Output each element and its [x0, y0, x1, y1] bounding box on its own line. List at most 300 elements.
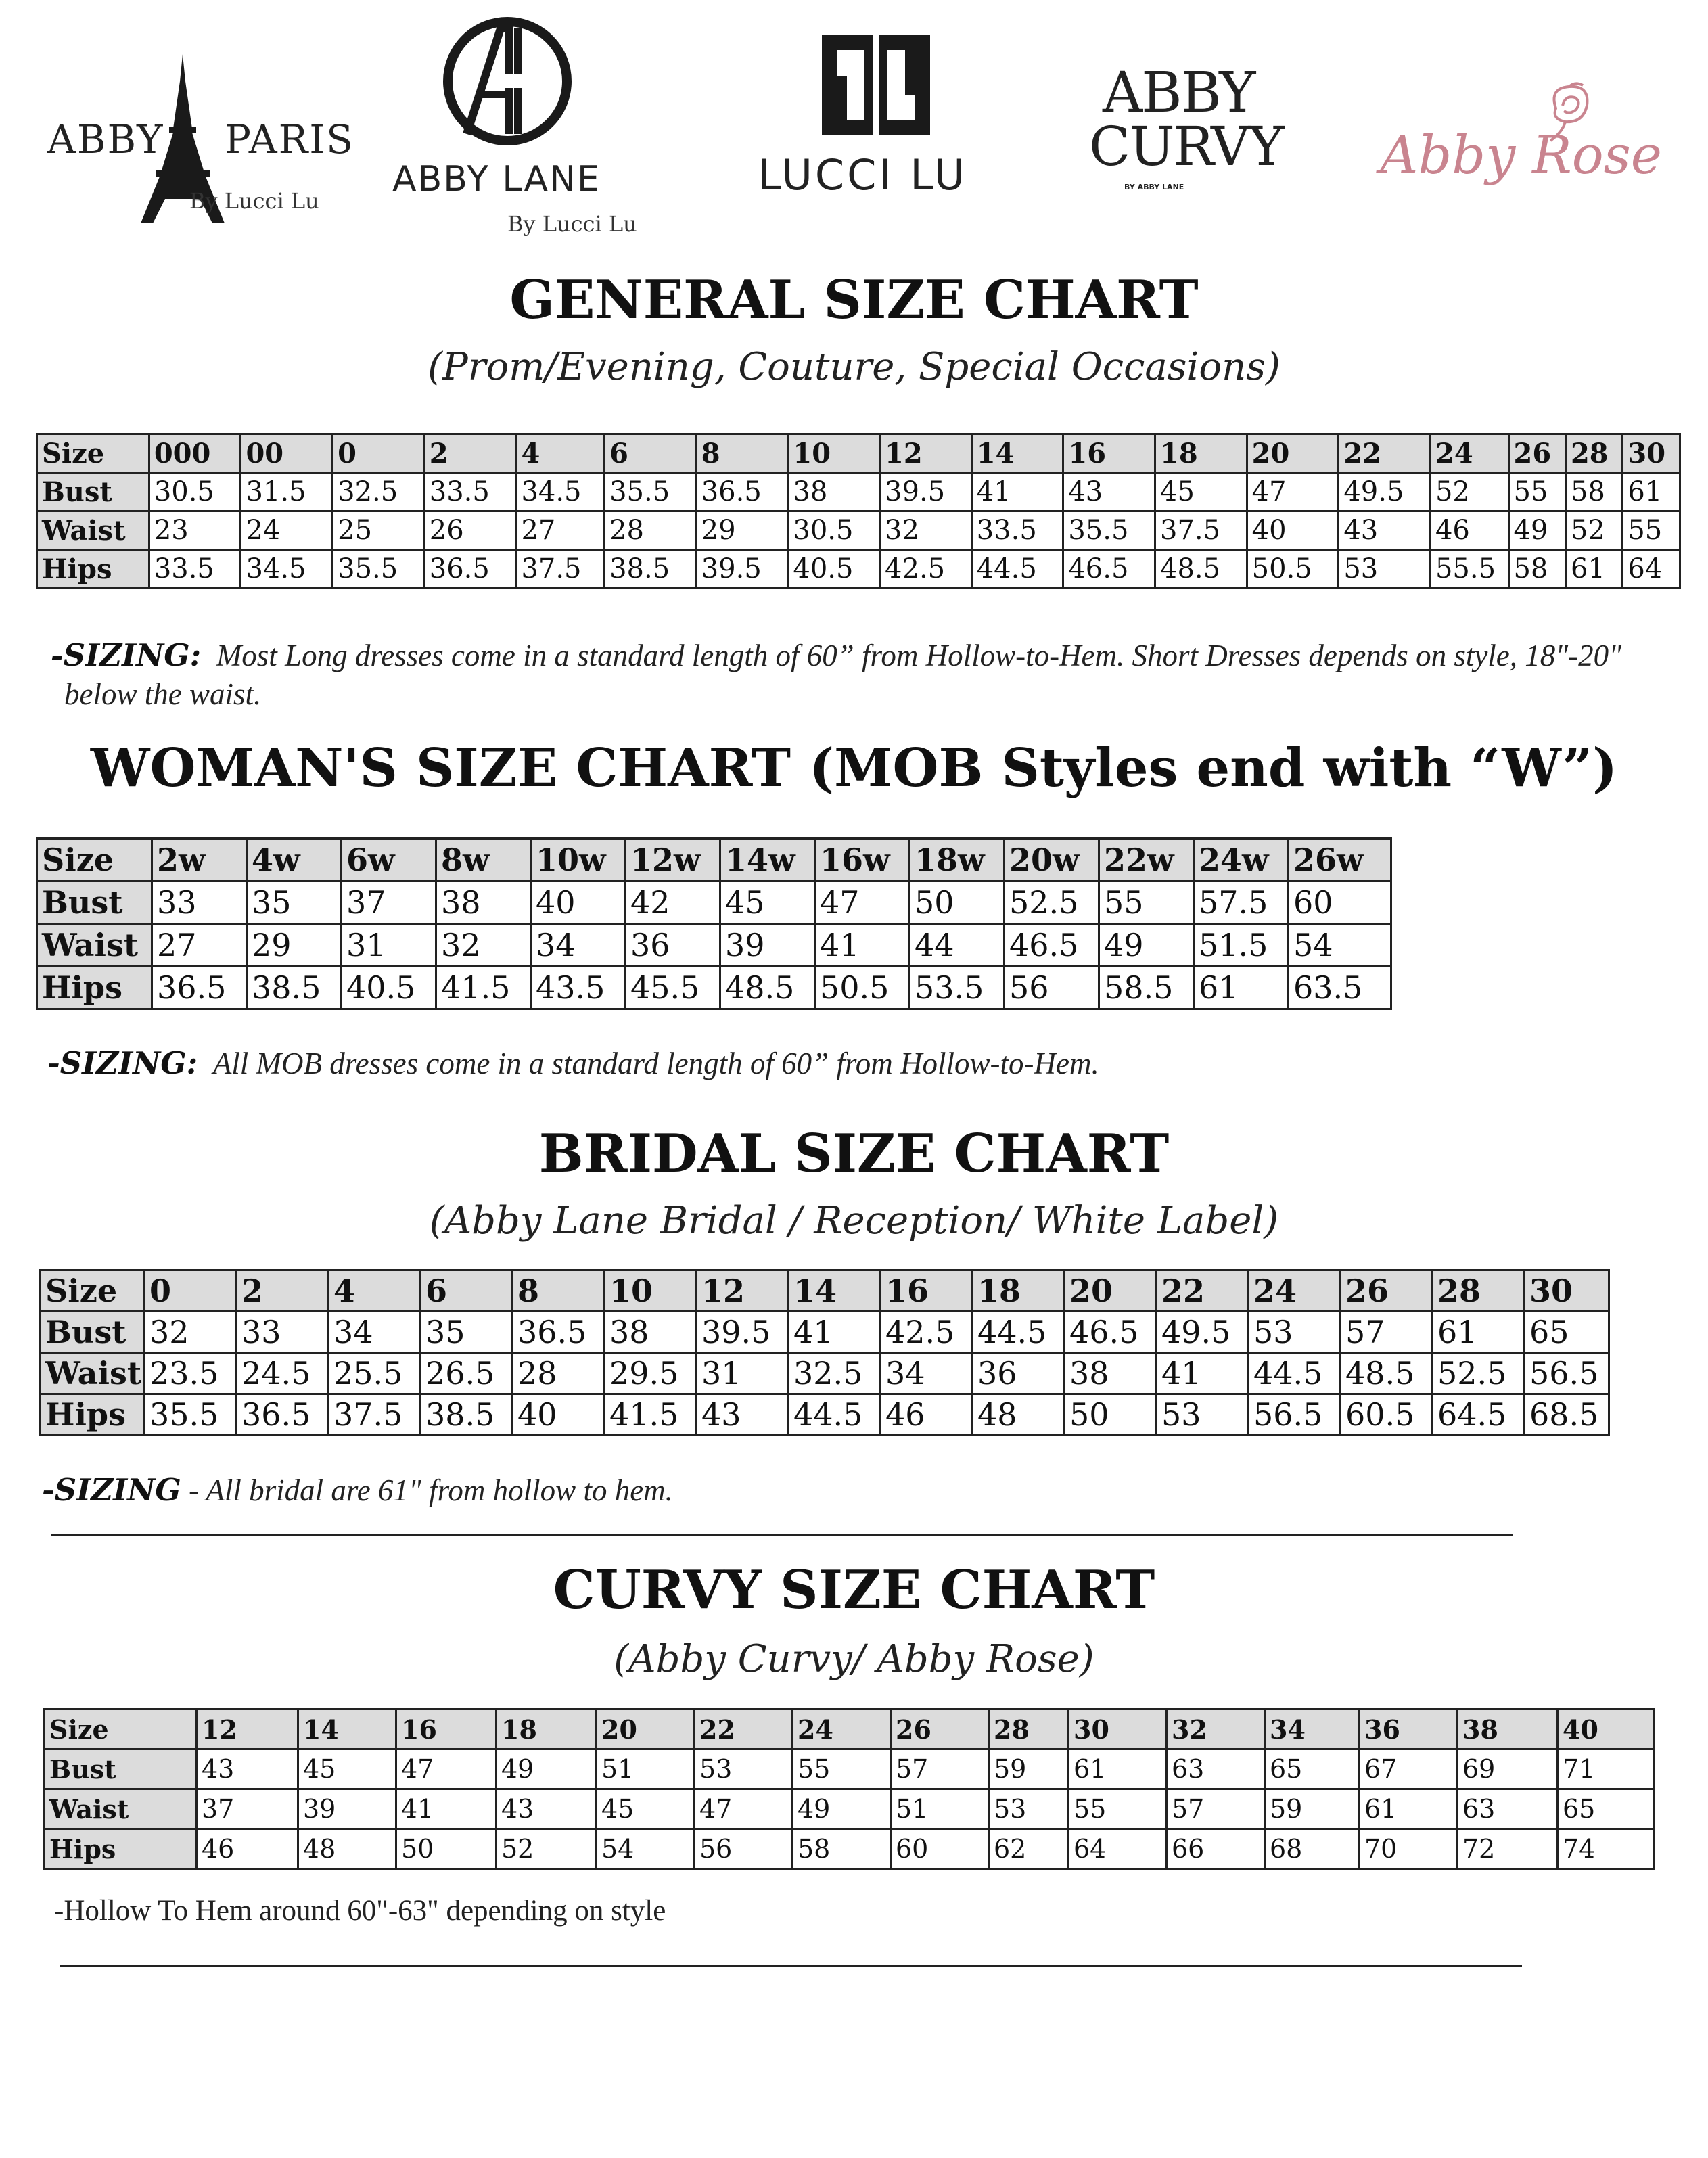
measurement-value-cell: 44.5 — [1249, 1353, 1341, 1394]
size-header-cell: 16 — [881, 1270, 973, 1312]
size-header-cell: 20 — [1247, 434, 1339, 473]
size-header-cell: 8 — [513, 1270, 605, 1312]
measurement-value-cell: 56 — [695, 1829, 793, 1869]
size-header-cell: 18 — [497, 1709, 597, 1749]
measurement-value-cell: 61 — [1433, 1312, 1525, 1353]
measurement-value-cell: 32 — [880, 511, 972, 550]
measurement-value-cell: 35.5 — [333, 550, 425, 589]
measurement-value-cell: 40.5 — [342, 967, 436, 1009]
measurement-value-cell: 43 — [197, 1749, 298, 1789]
measurement-value-cell: 33 — [152, 881, 247, 924]
measurement-value-cell: 46.5 — [1065, 1312, 1157, 1353]
measurement-value-cell: 55 — [793, 1749, 891, 1789]
measurement-value-cell: 55.5 — [1430, 550, 1508, 589]
table-row — [37, 924, 1391, 967]
measurement-value-cell: 49 — [1099, 924, 1194, 967]
measurement-value-cell: 63 — [1458, 1789, 1558, 1829]
bridal-sizing-note — [42, 1472, 673, 1508]
size-header-cell: 24 — [793, 1709, 891, 1749]
measurement-value-cell: 45 — [720, 881, 815, 924]
woman-sizing-text: All MOB dresses come in a standard length of 60” from Hollow-to-Hem. — [212, 1047, 1099, 1080]
measurement-value-cell: 32 — [436, 924, 531, 967]
measurement-value-cell: 58 — [1508, 550, 1565, 589]
table-header-row — [37, 434, 1680, 473]
measurement-value-cell: 44.5 — [789, 1394, 881, 1436]
measurement-value-cell: 51 — [891, 1789, 989, 1829]
measurement-value-cell: 38.5 — [605, 550, 697, 589]
measurement-value-cell: 38.5 — [421, 1394, 513, 1436]
measurement-value-cell: 65 — [1558, 1789, 1655, 1829]
measurement-value-cell: 52 — [1430, 473, 1508, 511]
size-header-cell: 20 — [1065, 1270, 1157, 1312]
size-header-cell: 22 — [1157, 1270, 1249, 1312]
curvy-hollow-to-hem-note: -Hollow To Hem around 60"-63" depending on style — [54, 1895, 666, 1927]
table-header-row — [41, 1270, 1609, 1312]
measurement-value-cell: 51 — [597, 1749, 695, 1789]
measurement-value-cell: 65 — [1265, 1749, 1360, 1789]
measurement-value-cell: 60 — [891, 1829, 989, 1869]
measurement-value-cell: 42.5 — [880, 550, 972, 589]
abby-rose-wordmark: Abby Rose — [1380, 125, 1662, 186]
measurement-value-cell: 44.5 — [973, 1312, 1065, 1353]
abby-curvy-line2: CURVY — [1089, 115, 1283, 178]
measurement-value-cell: 34.5 — [241, 550, 333, 589]
size-header-cell: 24w — [1194, 839, 1289, 881]
measurement-value-cell: 35.5 — [1063, 511, 1155, 550]
measurement-value-cell: 40 — [1247, 511, 1339, 550]
measurement-value-cell: 35 — [247, 881, 342, 924]
measurement-value-cell: 26 — [424, 511, 516, 550]
curvy-chart-subtitle: (Abby Curvy/ Abby Rose) — [614, 1637, 1094, 1681]
measurement-value-cell: 74 — [1558, 1829, 1655, 1869]
measurement-value-cell: 41 — [971, 473, 1063, 511]
abby-lane-wordmark: ABBY LANE — [392, 159, 601, 200]
measurement-value-cell: 48 — [298, 1829, 396, 1869]
size-header-cell: 26w — [1289, 839, 1391, 881]
measurement-value-cell: 27 — [516, 511, 605, 550]
size-header-cell: 22w — [1099, 839, 1194, 881]
measurement-value-cell: 46 — [197, 1829, 298, 1869]
measurement-value-cell: 43.5 — [531, 967, 626, 1009]
size-header-cell: 2w — [152, 839, 247, 881]
size-header-cell: 12w — [626, 839, 720, 881]
size-header-cell: 0 — [145, 1270, 237, 1312]
measurement-value-cell: 66 — [1167, 1829, 1265, 1869]
measurement-value-cell: 53 — [1339, 550, 1431, 589]
measurement-value-cell: 38 — [1065, 1353, 1157, 1394]
lucci-lu-square-icon — [758, 27, 1001, 149]
measurement-value-cell: 46 — [1430, 511, 1508, 550]
general-size-table — [36, 433, 1681, 589]
measurement-value-cell: 26.5 — [421, 1353, 513, 1394]
measurement-value-cell: 63.5 — [1289, 967, 1391, 1009]
abby-lane-logo — [392, 14, 637, 244]
measurement-value-cell: 50 — [396, 1829, 497, 1869]
table-row — [45, 1829, 1655, 1869]
measurement-value-cell: 39 — [720, 924, 815, 967]
measurement-value-cell: 28 — [513, 1353, 605, 1394]
size-header-cell: 26 — [1508, 434, 1565, 473]
measurement-value-cell: 57 — [1341, 1312, 1433, 1353]
measurement-value-cell: 47 — [695, 1789, 793, 1829]
measurement-value-cell: 48 — [973, 1394, 1065, 1436]
measurement-value-cell: 24.5 — [237, 1353, 329, 1394]
measurement-value-cell: 67 — [1360, 1749, 1458, 1789]
measurement-value-cell: 34 — [329, 1312, 421, 1353]
measurement-label-cell: Bust — [41, 1312, 145, 1353]
measurement-value-cell: 53 — [695, 1749, 793, 1789]
table-row — [41, 1312, 1609, 1353]
size-header-cell: 12 — [697, 1270, 789, 1312]
table-row — [37, 550, 1680, 589]
measurement-value-cell: 58.5 — [1099, 967, 1194, 1009]
measurement-value-cell: 53.5 — [910, 967, 1005, 1009]
measurement-label-cell: Hips — [45, 1829, 197, 1869]
measurement-value-cell: 46.5 — [1063, 550, 1155, 589]
size-header-cell: 8w — [436, 839, 531, 881]
size-header-cell: 24 — [1249, 1270, 1341, 1312]
measurement-value-cell: 34.5 — [516, 473, 605, 511]
header-label-cell: Size — [45, 1709, 197, 1749]
measurement-value-cell: 50 — [1065, 1394, 1157, 1436]
measurement-value-cell: 50.5 — [815, 967, 910, 1009]
divider-line — [60, 1965, 1522, 1967]
measurement-value-cell: 56.5 — [1525, 1353, 1609, 1394]
measurement-value-cell: 50 — [910, 881, 1005, 924]
general-sizing-note-cont: below the waist. — [64, 677, 262, 711]
measurement-value-cell: 38 — [436, 881, 531, 924]
measurement-value-cell: 54 — [1289, 924, 1391, 967]
measurement-value-cell: 35 — [421, 1312, 513, 1353]
measurement-value-cell: 58 — [1565, 473, 1622, 511]
abby-paris-right-word: PARIS — [225, 116, 354, 162]
size-header-cell: 24 — [1430, 434, 1508, 473]
woman-size-table — [36, 837, 1392, 1010]
table-row — [37, 967, 1391, 1009]
measurement-value-cell: 55 — [1508, 473, 1565, 511]
size-header-cell: 14 — [298, 1709, 396, 1749]
measurement-value-cell: 40.5 — [788, 550, 880, 589]
abby-rose-logo — [1380, 88, 1671, 196]
size-header-cell: 6w — [342, 839, 436, 881]
size-header-cell: 20w — [1005, 839, 1099, 881]
size-header-cell: 38 — [1458, 1709, 1558, 1749]
table-row — [37, 511, 1680, 550]
measurement-value-cell: 59 — [1265, 1789, 1360, 1829]
measurement-label-cell: Waist — [45, 1789, 197, 1829]
measurement-value-cell: 25 — [333, 511, 425, 550]
measurement-value-cell: 49 — [497, 1749, 597, 1789]
measurement-value-cell: 61 — [1360, 1789, 1458, 1829]
measurement-value-cell: 48.5 — [1155, 550, 1247, 589]
size-header-cell: 18 — [1155, 434, 1247, 473]
measurement-value-cell: 55 — [1069, 1789, 1167, 1829]
measurement-value-cell: 55 — [1623, 511, 1680, 550]
measurement-value-cell: 54 — [597, 1829, 695, 1869]
size-header-cell: 28 — [1433, 1270, 1525, 1312]
size-header-cell: 32 — [1167, 1709, 1265, 1749]
size-header-cell: 2 — [237, 1270, 329, 1312]
measurement-value-cell: 55 — [1099, 881, 1194, 924]
measurement-value-cell: 61 — [1565, 550, 1622, 589]
size-header-cell: 30 — [1069, 1709, 1167, 1749]
header-label-cell: Size — [37, 839, 152, 881]
measurement-value-cell: 47 — [1247, 473, 1339, 511]
measurement-value-cell: 37 — [197, 1789, 298, 1829]
bridal-sizing-text: - All bridal are 61" from hollow to hem. — [181, 1473, 673, 1507]
measurement-value-cell: 46.5 — [1005, 924, 1099, 967]
measurement-value-cell: 33.5 — [971, 511, 1063, 550]
size-header-cell: 6 — [605, 434, 697, 473]
measurement-value-cell: 36.5 — [237, 1394, 329, 1436]
table-header-row — [45, 1709, 1655, 1749]
lucci-lu-logo — [758, 27, 1001, 203]
abby-lane-byline: By Lucci Lu — [507, 211, 637, 237]
measurement-value-cell: 43 — [697, 1394, 789, 1436]
measurement-value-cell: 59 — [989, 1749, 1069, 1789]
bridal-chart-subtitle: (Abby Lane Bridal / Reception/ White Label) — [429, 1199, 1279, 1243]
measurement-value-cell: 69 — [1458, 1749, 1558, 1789]
size-header-cell: 16 — [396, 1709, 497, 1749]
table-row — [37, 473, 1680, 511]
measurement-value-cell: 44 — [910, 924, 1005, 967]
measurement-value-cell: 34 — [531, 924, 626, 967]
measurement-value-cell: 32.5 — [789, 1353, 881, 1394]
measurement-value-cell: 25.5 — [329, 1353, 421, 1394]
header-label-cell: Size — [37, 434, 149, 473]
measurement-value-cell: 37.5 — [329, 1394, 421, 1436]
measurement-value-cell: 29 — [696, 511, 788, 550]
measurement-value-cell: 27 — [152, 924, 247, 967]
size-header-cell: 4w — [247, 839, 342, 881]
measurement-value-cell: 56 — [1005, 967, 1099, 1009]
measurement-label-cell: Waist — [41, 1353, 145, 1394]
measurement-value-cell: 24 — [241, 511, 333, 550]
measurement-value-cell: 36.5 — [152, 967, 247, 1009]
size-header-cell: 18w — [910, 839, 1005, 881]
abby-curvy-logo — [1089, 61, 1292, 210]
general-chart-title: GENERAL SIZE CHART — [509, 269, 1199, 331]
measurement-label-cell: Bust — [37, 881, 152, 924]
abby-curvy-line1: ABBY — [1103, 61, 1255, 125]
size-header-cell: 8 — [696, 434, 788, 473]
measurement-value-cell: 30.5 — [788, 511, 880, 550]
measurement-label-cell: Bust — [37, 473, 149, 511]
size-header-cell: 10 — [605, 1270, 697, 1312]
measurement-value-cell: 49 — [793, 1789, 891, 1829]
measurement-value-cell: 45 — [597, 1789, 695, 1829]
bridal-sizing-label: -SIZING — [42, 1472, 181, 1508]
table-row — [41, 1394, 1609, 1436]
measurement-value-cell: 36.5 — [424, 550, 516, 589]
size-header-cell: 0 — [333, 434, 425, 473]
measurement-value-cell: 64.5 — [1433, 1394, 1525, 1436]
measurement-value-cell: 53 — [989, 1789, 1069, 1829]
measurement-value-cell: 41.5 — [436, 967, 531, 1009]
measurement-value-cell: 57.5 — [1194, 881, 1289, 924]
measurement-value-cell: 68 — [1265, 1829, 1360, 1869]
al-monogram-icon — [392, 14, 622, 162]
measurement-value-cell: 52.5 — [1005, 881, 1099, 924]
measurement-value-cell: 39.5 — [696, 550, 788, 589]
measurement-value-cell: 61 — [1623, 473, 1680, 511]
measurement-value-cell: 40 — [531, 881, 626, 924]
curvy-chart-title: CURVY SIZE CHART — [553, 1559, 1155, 1621]
measurement-value-cell: 33.5 — [424, 473, 516, 511]
measurement-value-cell: 40 — [513, 1394, 605, 1436]
size-header-cell: 30 — [1525, 1270, 1609, 1312]
woman-sizing-label: -SIZING: — [47, 1045, 198, 1081]
size-header-cell: 26 — [891, 1709, 989, 1749]
measurement-value-cell: 35.5 — [145, 1394, 237, 1436]
measurement-value-cell: 41 — [396, 1789, 497, 1829]
measurement-value-cell: 31 — [342, 924, 436, 967]
measurement-value-cell: 70 — [1360, 1829, 1458, 1869]
measurement-value-cell: 47 — [396, 1749, 497, 1789]
measurement-value-cell: 36 — [973, 1353, 1065, 1394]
measurement-value-cell: 64 — [1623, 550, 1680, 589]
measurement-value-cell: 68.5 — [1525, 1394, 1609, 1436]
size-header-cell: 000 — [149, 434, 241, 473]
size-header-cell: 20 — [597, 1709, 695, 1749]
size-header-cell: 4 — [329, 1270, 421, 1312]
measurement-value-cell: 31 — [697, 1353, 789, 1394]
size-header-cell: 6 — [421, 1270, 513, 1312]
measurement-value-cell: 56.5 — [1249, 1394, 1341, 1436]
measurement-value-cell: 39 — [298, 1789, 396, 1829]
measurement-value-cell: 71 — [1558, 1749, 1655, 1789]
measurement-value-cell: 58 — [793, 1829, 891, 1869]
measurement-value-cell: 46 — [881, 1394, 973, 1436]
measurement-value-cell: 52.5 — [1433, 1353, 1525, 1394]
measurement-value-cell: 57 — [1167, 1789, 1265, 1829]
measurement-value-cell: 31.5 — [241, 473, 333, 511]
measurement-value-cell: 37.5 — [516, 550, 605, 589]
measurement-value-cell: 60 — [1289, 881, 1391, 924]
size-header-cell: 10w — [531, 839, 626, 881]
measurement-value-cell: 48.5 — [1341, 1353, 1433, 1394]
bridal-chart-title: BRIDAL SIZE CHART — [538, 1123, 1170, 1185]
measurement-value-cell: 53 — [1249, 1312, 1341, 1353]
measurement-value-cell: 45 — [298, 1749, 396, 1789]
lucci-lu-wordmark: LUCCI LU — [758, 150, 968, 200]
measurement-value-cell: 36.5 — [696, 473, 788, 511]
measurement-value-cell: 52 — [1565, 511, 1622, 550]
measurement-value-cell: 33.5 — [149, 550, 241, 589]
measurement-value-cell: 51.5 — [1194, 924, 1289, 967]
measurement-value-cell: 45.5 — [626, 967, 720, 1009]
measurement-label-cell: Hips — [37, 550, 149, 589]
measurement-value-cell: 49 — [1508, 511, 1565, 550]
size-header-cell: 2 — [424, 434, 516, 473]
size-header-cell: 14 — [971, 434, 1063, 473]
table-header-row — [37, 839, 1391, 881]
abby-paris-logo — [47, 54, 354, 223]
measurement-value-cell: 34 — [881, 1353, 973, 1394]
measurement-value-cell: 38 — [788, 473, 880, 511]
measurement-value-cell: 62 — [989, 1829, 1069, 1869]
measurement-value-cell: 61 — [1194, 967, 1289, 1009]
abby-paris-byline: By Lucci Lu — [189, 188, 319, 214]
size-header-cell: 28 — [989, 1709, 1069, 1749]
size-header-cell: 10 — [788, 434, 880, 473]
measurement-value-cell: 49.5 — [1339, 473, 1431, 511]
general-sizing-label: -SIZING: — [51, 637, 202, 673]
table-row — [41, 1353, 1609, 1394]
measurement-value-cell: 43 — [1063, 473, 1155, 511]
measurement-value-cell: 61 — [1069, 1749, 1167, 1789]
measurement-label-cell: Bust — [45, 1749, 197, 1789]
size-header-cell: 16 — [1063, 434, 1155, 473]
size-header-cell: 12 — [880, 434, 972, 473]
size-header-cell: 34 — [1265, 1709, 1360, 1749]
measurement-value-cell: 38.5 — [247, 967, 342, 1009]
size-header-cell: 14w — [720, 839, 815, 881]
bridal-size-table — [39, 1269, 1610, 1436]
size-header-cell: 14 — [789, 1270, 881, 1312]
measurement-value-cell: 32.5 — [333, 473, 425, 511]
size-header-cell: 12 — [197, 1709, 298, 1749]
measurement-value-cell: 57 — [891, 1749, 989, 1789]
header-label-cell: Size — [41, 1270, 145, 1312]
measurement-value-cell: 53 — [1157, 1394, 1249, 1436]
measurement-value-cell: 65 — [1525, 1312, 1609, 1353]
measurement-value-cell: 44.5 — [971, 550, 1063, 589]
measurement-value-cell: 32 — [145, 1312, 237, 1353]
table-row — [45, 1789, 1655, 1829]
curvy-size-table — [43, 1708, 1655, 1870]
measurement-value-cell: 38 — [605, 1312, 697, 1353]
size-header-cell: 26 — [1341, 1270, 1433, 1312]
measurement-value-cell: 33 — [237, 1312, 329, 1353]
measurement-value-cell: 42 — [626, 881, 720, 924]
table-row — [45, 1749, 1655, 1789]
measurement-value-cell: 49.5 — [1157, 1312, 1249, 1353]
measurement-value-cell: 64 — [1069, 1829, 1167, 1869]
measurement-value-cell: 41 — [1157, 1353, 1249, 1394]
size-header-cell: 40 — [1558, 1709, 1655, 1749]
measurement-label-cell: Waist — [37, 511, 149, 550]
size-header-cell: 22 — [695, 1709, 793, 1749]
measurement-value-cell: 48.5 — [720, 967, 815, 1009]
size-header-cell: 36 — [1360, 1709, 1458, 1749]
woman-chart-title: WOMAN'S SIZE CHART (MOB Styles end with “W”) — [90, 737, 1618, 799]
size-header-cell: 30 — [1623, 434, 1680, 473]
measurement-value-cell: 60.5 — [1341, 1394, 1433, 1436]
measurement-label-cell: Waist — [37, 924, 152, 967]
table-row — [37, 881, 1391, 924]
measurement-value-cell: 39.5 — [880, 473, 972, 511]
measurement-value-cell: 50.5 — [1247, 550, 1339, 589]
general-sizing-text: Most Long dresses come in a standard length of 60” from Hollow-to-Hem. Short Dresses depends on style, 18"-20" — [216, 639, 1622, 672]
measurement-value-cell: 29.5 — [605, 1353, 697, 1394]
size-header-cell: 18 — [973, 1270, 1065, 1312]
measurement-value-cell: 35.5 — [605, 473, 697, 511]
abby-curvy-byline: BY ABBY LANE — [1124, 183, 1184, 191]
measurement-value-cell: 43 — [497, 1789, 597, 1829]
divider-line — [51, 1534, 1513, 1536]
measurement-value-cell: 30.5 — [149, 473, 241, 511]
measurement-value-cell: 45 — [1155, 473, 1247, 511]
measurement-value-cell: 23.5 — [145, 1353, 237, 1394]
measurement-value-cell: 72 — [1458, 1829, 1558, 1869]
general-sizing-note — [51, 637, 1621, 673]
measurement-value-cell: 42.5 — [881, 1312, 973, 1353]
measurement-value-cell: 37 — [342, 881, 436, 924]
size-header-cell: 28 — [1565, 434, 1622, 473]
measurement-value-cell: 36 — [626, 924, 720, 967]
abby-paris-left-word: ABBY — [47, 116, 164, 162]
